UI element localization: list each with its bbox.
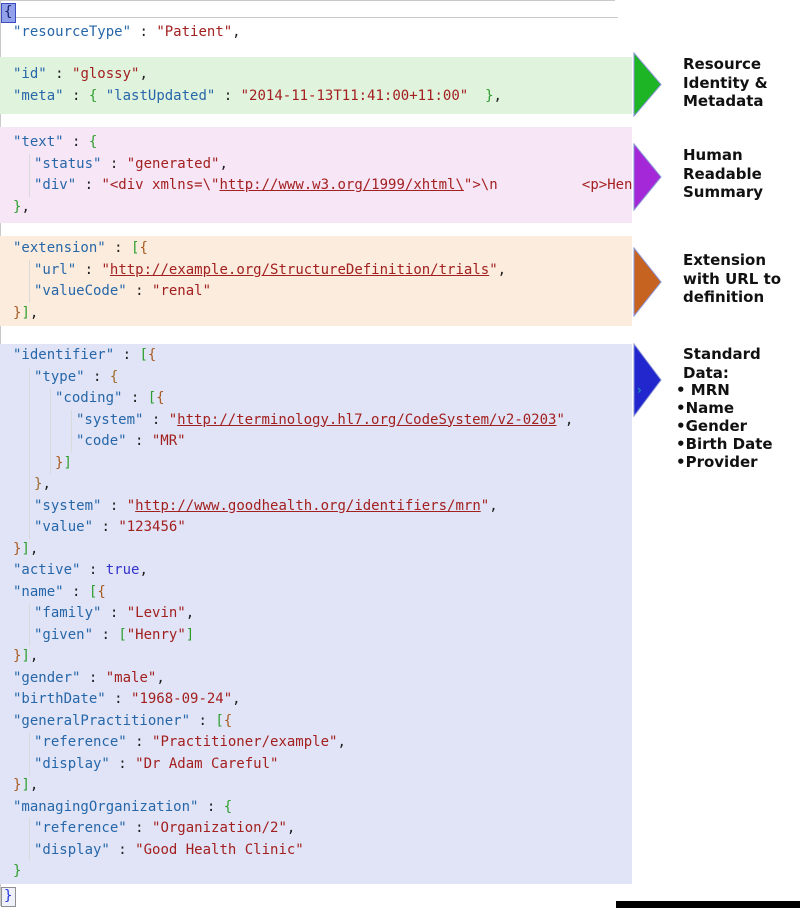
code-token: , [29,648,39,664]
code-token: } [34,476,43,492]
code-line [0,496,632,518]
human-readable-summary-arrow-icon [633,143,663,211]
indent-guide [29,453,30,475]
code-token: " [489,261,498,278]
code-line [0,517,632,539]
code-token: { [88,87,98,104]
code-token: : [76,177,102,193]
code-token: "Patient" [156,24,233,40]
code-token: , [497,261,507,278]
code-token: , [493,87,502,104]
indent-guide [29,431,30,453]
code-token: : [198,798,224,815]
code-line [0,840,632,862]
indent-guide [29,154,30,176]
code-token: [ [215,712,224,729]
code-token: "reference" [34,820,127,836]
code-token: "Dr Adam Careful" [135,755,279,772]
code-token: "display" [34,755,110,772]
annotation-line: Standard [683,345,761,363]
code-token: "name" [13,583,64,600]
code-token: "<div xmlns=\" [101,177,220,193]
code-block-extension [0,236,632,326]
code-token: "type" [34,368,85,385]
code-token: : [46,66,73,82]
code-line [0,582,632,604]
code-line [0,775,632,797]
standard-data-label [683,345,761,382]
indent-guide [50,431,51,453]
url-link[interactable]: http://example.org/StructureDefinition/trials [109,261,490,278]
code-line [0,732,632,754]
code-line [0,86,632,108]
code-token: "id" [13,66,47,82]
code-token: { [139,240,148,256]
code-token: ] [21,304,30,321]
code-token: "url" [34,261,77,278]
code-token: true [105,562,140,578]
code-token: } [13,777,22,793]
code-line [0,711,632,733]
code-token: "generated" [126,155,220,172]
code-token: ] [21,777,30,793]
code-token: } [485,87,494,104]
code-token: "1968-09-24" [131,691,233,707]
code-token: "Good Health Clinic" [135,841,304,858]
code-line [0,560,632,582]
code-token: : [126,820,153,836]
code-token: , [21,198,30,215]
code-line [0,197,632,219]
code-token: [ [139,347,148,363]
code-token: "glossy" [72,66,140,82]
bottom-black-bar [616,901,800,908]
indent-guide [50,388,51,410]
indent-guide [50,453,51,475]
code-token: "given" [34,626,94,643]
extension-with-url-arrow-icon [633,247,663,317]
code-token: : [122,390,148,406]
indent-guide [29,818,30,840]
code-line [0,754,632,776]
code-line [0,410,632,432]
code-token: "male" [105,669,157,686]
code-token: : [63,583,89,600]
code-token: "Practitioner/example" [152,734,338,750]
code-token: [ [88,583,98,600]
indent-guide [29,260,30,282]
code-token: "code" [76,433,127,449]
indent-guide [29,388,30,410]
code-token: : [105,691,132,707]
code-token: "lastUpdated" [105,87,216,104]
code-token: "coding" [55,390,123,406]
code-token: "valueCode" [34,283,127,299]
indent-guide [29,474,30,496]
code-token: } [55,454,64,471]
code-token: [ [147,390,157,406]
annotation-line: definition [683,288,765,306]
code-line [0,281,632,303]
bullet-item: •Gender [676,417,748,435]
code-token: : [80,562,106,578]
indent-guide [29,281,30,303]
code-token: "identifier" [13,347,115,363]
code-token: } [13,648,22,664]
code-token: "meta" [13,87,64,104]
code-token: , [489,497,498,514]
code-token: "value" [34,519,94,535]
code-token: "Henry" [126,626,186,643]
code-line [0,303,632,325]
code-line [0,388,632,410]
root-brace-highlight: } [1,887,16,907]
code-token: { [156,390,165,406]
code-token: "birthDate" [13,691,106,707]
indent-guide [71,410,72,432]
code-token: ] [185,626,195,643]
code-line [0,646,632,668]
code-token: "display" [34,841,110,858]
code-token: { [97,583,106,600]
code-token: } [13,540,22,557]
code-token: "123456" [118,519,186,535]
code-block-standard-data [0,344,632,884]
indent-guide [29,625,30,647]
annotation-line: Readable [683,164,762,183]
code-token: "generalPractitioner" [13,712,191,729]
code-token: : [114,347,140,363]
code-token: , [219,155,228,172]
top-border-line [0,0,615,1]
code-token: "extension" [13,240,106,256]
code-token: } [13,863,22,879]
code-line [0,431,632,453]
code-token: "resourceType" [13,24,132,40]
code-token: "system" [34,497,102,514]
code-block-human-readable [0,127,632,223]
code-token: : [101,605,127,621]
code-token: : [76,261,102,278]
code-token: , [232,24,241,40]
extension-with-url-label [683,251,781,307]
annotation-line: Resource [683,55,762,73]
code-line [0,625,632,647]
code-token: { [88,134,98,150]
code-block-root-close [0,886,632,908]
code-line [0,154,632,176]
annotation-line: Human [683,146,743,164]
code-token: "status" [34,155,102,172]
code-token: "Levin" [126,605,186,621]
code-token: { [109,368,119,385]
code-token: "text" [13,134,64,150]
code-token: { [223,712,233,729]
code-token: : [105,240,132,256]
code-token: " [556,411,565,428]
code-token: : [63,134,89,150]
code-token: "reference" [34,734,127,750]
code-token: "system" [76,411,144,428]
code-line [0,861,632,883]
annotation-line: Identity & [683,73,768,92]
code-token: [ [118,626,127,643]
code-block-resource-type [0,22,632,44]
code-line [0,260,632,282]
code-token: { [147,347,157,363]
code-token: ] [63,454,72,471]
code-token: " [126,497,136,514]
code-token: , [564,411,574,428]
code-token: { [223,798,233,815]
code-token: "div" [34,177,77,193]
code-token: : [84,368,110,385]
code-line [0,797,632,819]
code-line [0,238,632,260]
chevron-right-icon: › [637,383,642,397]
code-token: : [93,626,119,643]
code-line [0,2,632,24]
code-token: , [42,476,51,492]
code-token: "MR" [151,433,186,449]
code-token: , [337,734,346,750]
code-token: : [215,87,241,104]
code-token: " [168,411,178,428]
code-token: : [126,433,152,449]
code-token: [ [131,240,140,256]
resource-identity-arrow-icon [633,52,663,117]
code-token: : [126,283,153,299]
indent-guide [29,367,30,389]
code-token: : [63,87,89,104]
code-token: "active" [13,562,81,578]
code-token: ">\n <p>Hen [463,177,632,193]
standard-data-bullet-list [676,381,773,471]
indent-guide [29,732,30,754]
code-token: : [131,24,157,40]
bullet-item: • MRN [676,381,730,399]
code-line [0,22,632,44]
code-token: "managingOrganization" [13,798,199,815]
code-token: ] [21,648,30,664]
code-line [0,539,632,561]
bullet-item: •Provider [676,453,758,471]
code-token: "Organization/2" [152,820,287,836]
code-line [0,689,632,711]
bullet-item: •Name [676,399,735,417]
code-line [0,668,632,690]
url-link[interactable]: http://terminology.hl7.org/CodeSystem/v2-0203 [177,411,557,428]
code-token: : [109,755,136,772]
code-token: : [93,519,119,535]
code-token: : [101,155,127,172]
code-line [0,453,632,475]
code-token: "family" [34,605,102,621]
code-token: , [185,605,195,621]
code-line [0,474,632,496]
indent-guide [71,431,72,453]
code-line [0,175,632,197]
indent-guide [29,175,30,197]
annotation-line: Data: [683,363,729,382]
indent-guide [29,410,30,432]
code-line [0,345,632,367]
code-token: "renal" [152,283,212,299]
code-line [0,886,632,908]
code-block-identity-metadata [0,57,632,114]
human-readable-summary-label [683,146,763,202]
indent-guide [29,496,30,518]
annotation-line: Extension [683,251,766,269]
code-token [468,88,485,104]
resource-identity-label [683,55,768,111]
indent-guide [29,517,30,539]
code-token: : [80,669,106,686]
standard-data-arrow-icon [633,343,663,417]
code-token: , [232,691,241,707]
code-token: , [29,304,39,321]
code-token: } [13,304,22,321]
code-line [0,367,632,389]
code-line [0,603,632,625]
indent-guide [29,603,30,625]
code-token: } [13,198,22,215]
code-line [0,132,632,154]
code-token: " [101,261,110,278]
code-line [0,64,632,86]
code-token: : [101,497,127,514]
code-line [0,818,632,840]
bullet-item: •Birth Date [676,435,773,453]
annotation-line: with URL to [683,269,782,288]
root-brace-highlight: { [1,3,16,23]
code-token: : [126,734,153,750]
code-token: , [156,669,165,686]
code-token: , [139,66,148,82]
annotation-line: Summary [683,183,764,201]
annotation-line: Metadata [683,92,764,110]
code-token: : [143,411,169,428]
indent-guide [50,410,51,432]
code-token: "2014-11-13T11:41:00+11:00" [240,87,469,104]
code-token: , [29,777,39,793]
indent-guide [29,754,30,776]
code-token: ] [21,540,30,557]
url-link[interactable]: http://www.goodhealth.org/identifiers/mrn [135,497,481,514]
url-link[interactable]: http://www.w3.org/1999/xhtml\ [219,177,464,193]
code-token: : [109,841,136,858]
indent-guide [29,840,30,862]
code-token: , [139,562,148,578]
code-token: , [286,820,296,836]
code-token: "gender" [13,669,81,686]
code-block-root-open [0,2,632,24]
code-token: , [29,540,39,557]
code-token: " [480,497,490,514]
code-token [97,88,105,104]
code-token: : [190,712,216,729]
